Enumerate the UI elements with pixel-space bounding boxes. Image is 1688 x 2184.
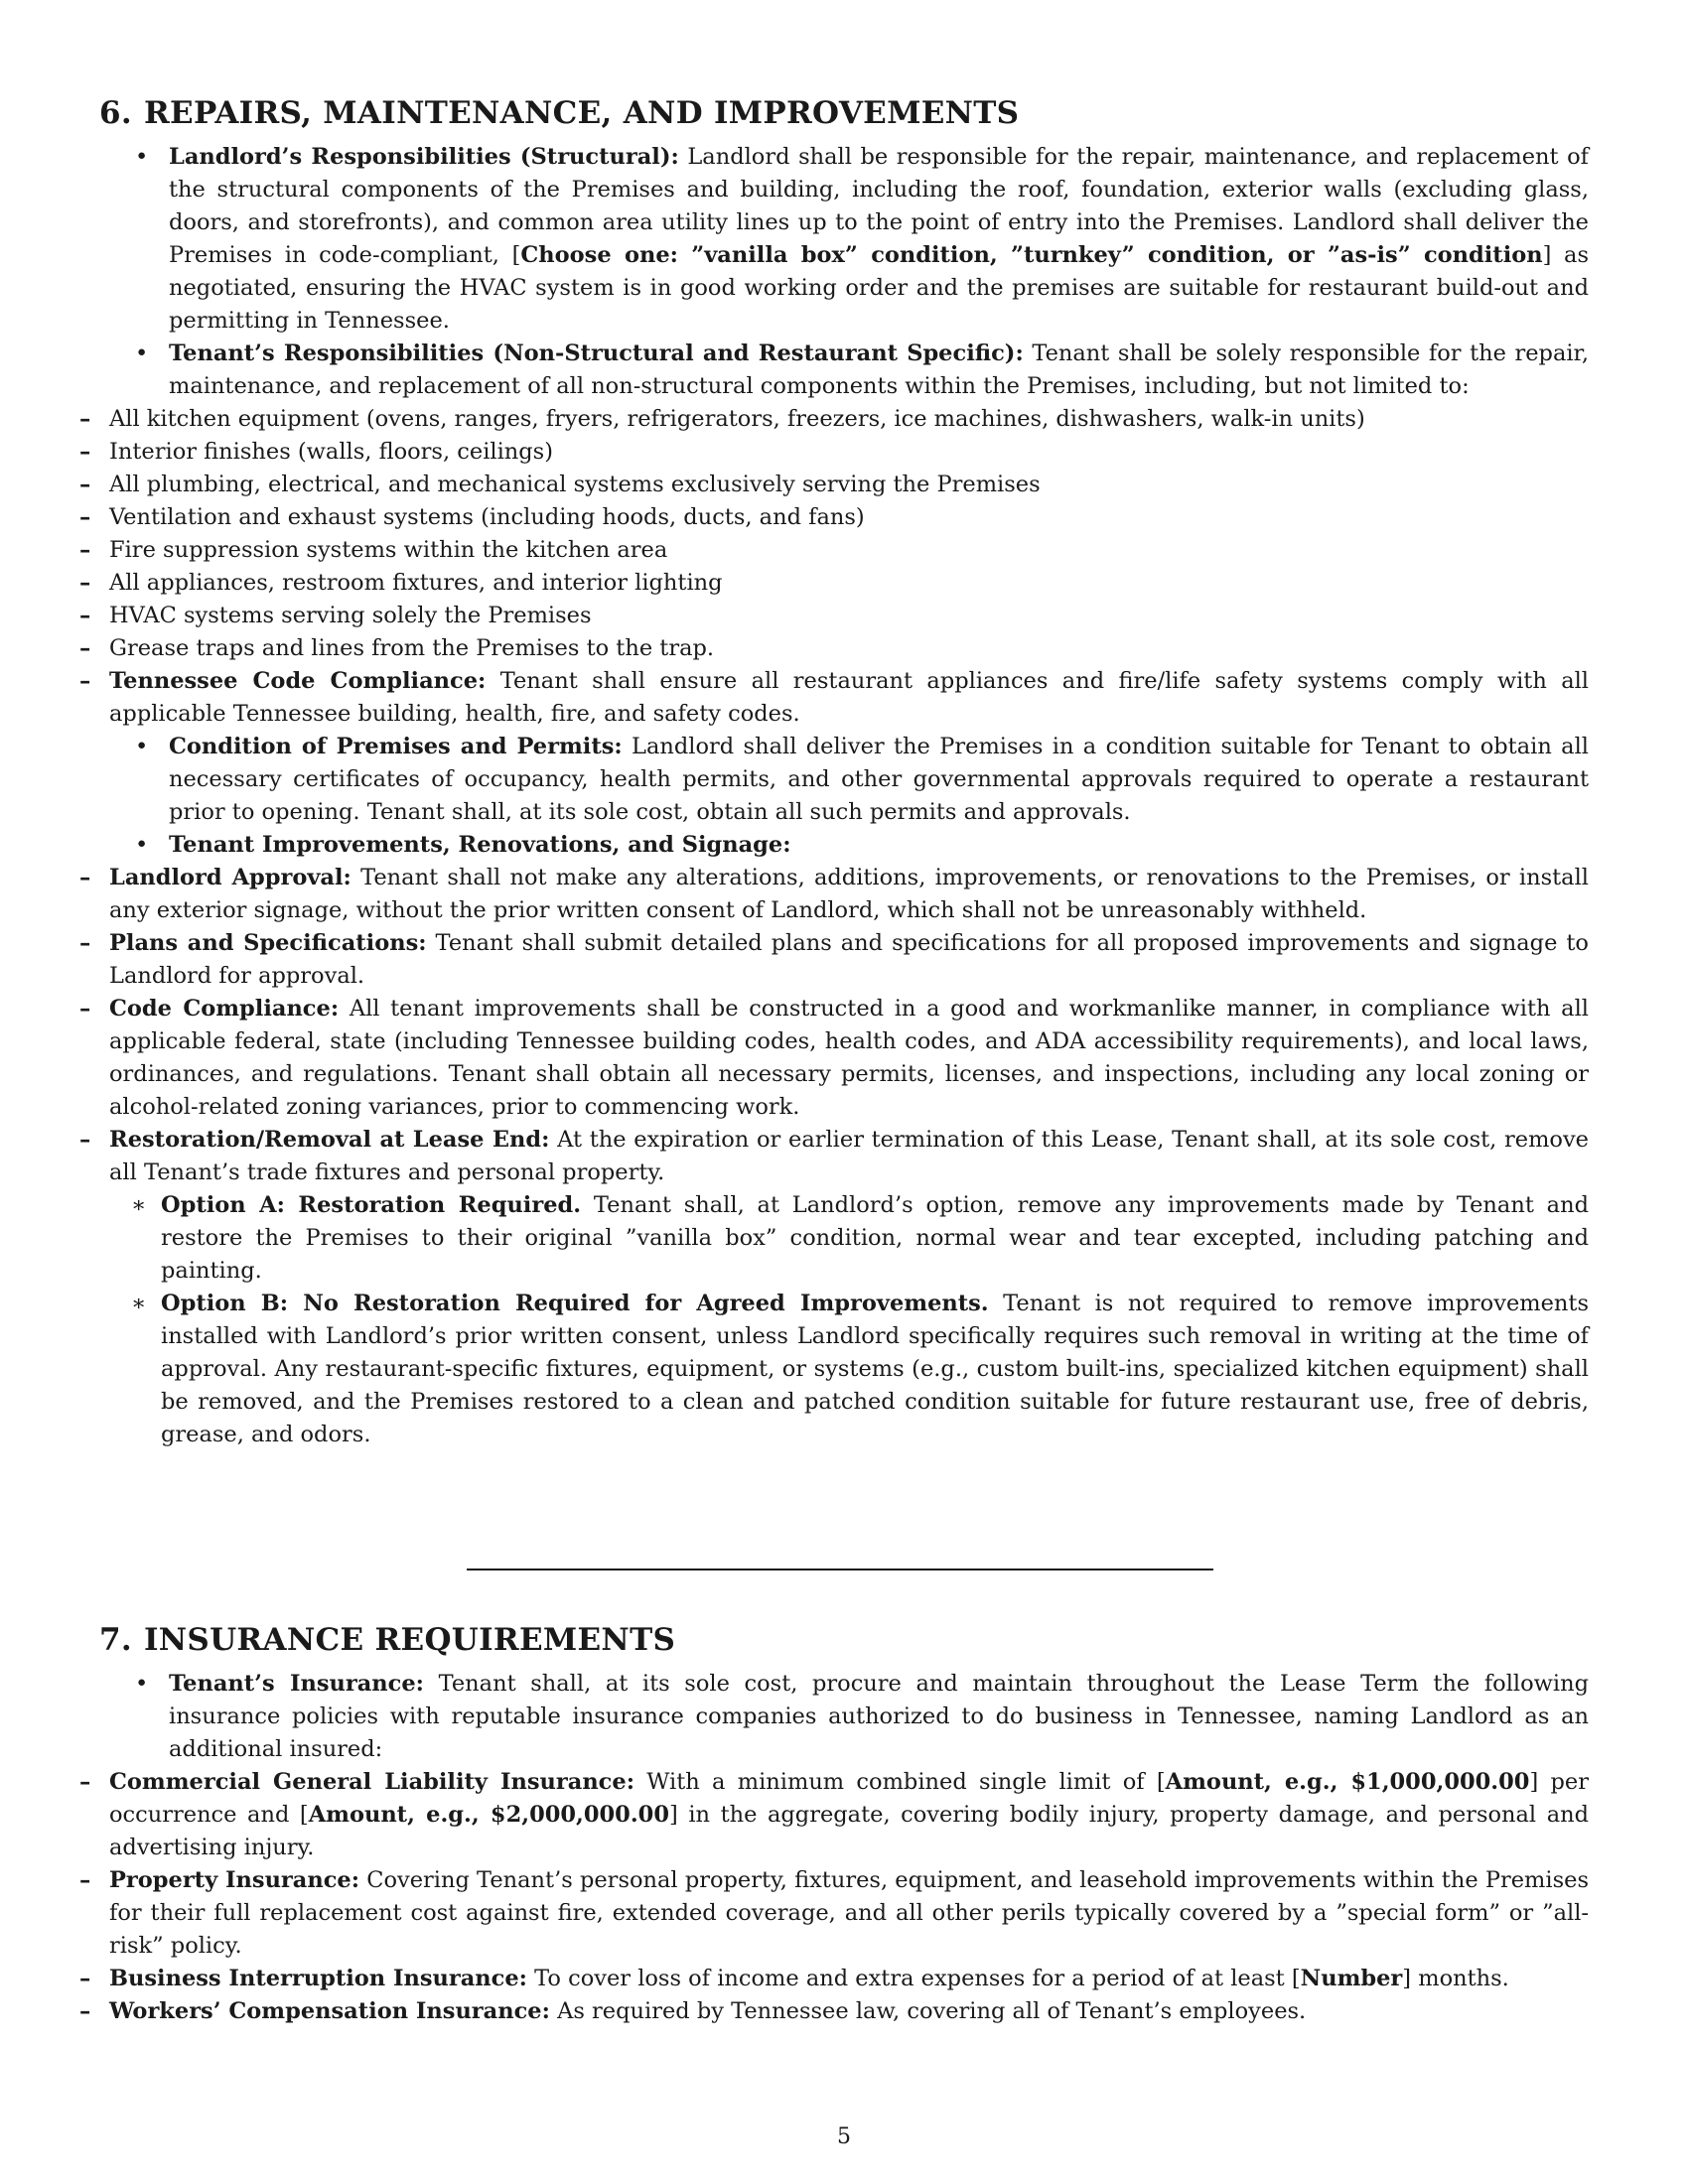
list-item: – HVAC systems serving solely the Premises: [109, 600, 1589, 632]
list-item-property-insurance: – Property Insurance: Covering Tenant’s personal property, fixtures, equipment, and leasehold improvements within the Premises for their full replacement cost against fire, extended coverage, and all other perils typically covered by a ”special form” or ”all-risk” policy.: [109, 1864, 1589, 1963]
list-item: – Fire suppression systems within the kitchen area: [109, 534, 1589, 567]
list-item-tennessee-code-compliance: – Tennessee Code Compliance: Tenant shall ensure all restaurant appliances and fire/life safety systems comply with all applicable Tennessee building, health, fire, and safety codes.: [109, 665, 1589, 731]
list-item: – All plumbing, electrical, and mechanical systems exclusively serving the Premises: [109, 469, 1589, 501]
list-item: – All appliances, restroom fixtures, and interior lighting: [109, 567, 1589, 600]
list-item-tenant-insurance: • Tenant’s Insurance: Tenant shall, at its sole cost, procure and maintain throughout the Lease Term the following insurance policies with reputable insurance companies authorized to do business in Tennessee, naming Landlord as an additional insured: – Commercial General Liability Insurance: With a minimum combined single limit of [Amount, e.g., $1,000,000.00] per occurrence and [Amount, e.g., $2,000,000.00] in the aggregate, covering bodily injury, property damage, and personal and advertising injury. – Property Insurance: Covering Tenant’s personal property, fixtures, equipment, and leasehold improvements within the Premises for their full replacement cost against fire, extended coverage, and all other perils typically covered by a ”special form” or ”all-risk” policy. – Business Interruption Insurance: To cover loss of income and extra expenses for a period of at least [Number] months. – Workers’ Compensation Insurance: As required by Tennessee law, covering all of Tenant’s employees.: [99, 1668, 1589, 2028]
page-number: 5: [837, 2124, 851, 2149]
section-divider: [467, 1569, 1213, 1570]
list-item-cgl-insurance: – Commercial General Liability Insurance: With a minimum combined single limit of [Amount, e.g., $1,000,000.00] per occurrence and [Amount, e.g., $2,000,000.00] in the aggregate, covering bodily injury, property damage, and personal and advertising injury.: [109, 1766, 1589, 1864]
list-item: – All kitchen equipment (ovens, ranges, fryers, refrigerators, freezers, ice machines, dishwashers, walk-in units): [109, 403, 1589, 436]
restoration-options-list: [109, 1189, 1589, 1451]
list-item-landlord-approval: – Landlord Approval: Tenant shall not make any alterations, additions, improvements, or renovations to the Premises, or install any exterior signage, without the prior written consent of Landlord, which shall not be unreasonably withheld.: [109, 862, 1589, 927]
list-item-option-b: ∗ Option B: No Restoration Required for Agreed Improvements. Tenant is not required to remove improvements installed with Landlord’s prior written consent, unless Landlord specifically requires such removal in writing at the time of approval. Any restaurant-specific fixtures, equipment, or systems (e.g., custom built-ins, specialized kitchen equipment) shall be removed, and the Premises restored to a clean and patched condition suitable for future restaurant use, free of debris, grease, and odors.: [161, 1288, 1589, 1451]
list-item-code-compliance: – Code Compliance: All tenant improvements shall be constructed in a good and workmanlike manner, in compliance with all applicable federal, state (including Tennessee building codes, health codes, and ADA accessibility requirements), and local laws, ordinances, and regulations. Tenant shall obtain all necessary permits, licenses, and inspections, including any local zoning or alcohol-related zoning variances, prior to commencing work.: [109, 993, 1589, 1124]
section-heading: 6. REPAIRS, MAINTENANCE, AND IMPROVEMENTS: [99, 95, 1020, 131]
section-heading: 7. INSURANCE REQUIREMENTS: [99, 1622, 676, 1658]
tenant-improvements-sublist: [109, 862, 1589, 1451]
list-item-restoration-removal: – Restoration/Removal at Lease End: At the expiration or earlier termination of this Lease, Tenant shall, at its sole cost, remove all Tenant’s trade fixtures and personal property. ∗ Option A: Restoration Required. Tenant shall, at Landlord’s option, remove any improvements made by Tenant and restore the Premises to their original ”vanilla box” condition, normal wear and tear excepted, including patching and painting. ∗ Option B: No Restoration Required for Agreed Improvements. Tenant is not required to remove improvements installed with Landlord’s prior written consent, unless Landlord specifically requires such removal in writing at the time of approval. Any restaurant-specific fixtures, equipment, or systems (e.g., custom built-ins, specialized kitchen equipment) shall be removed, and the Premises restored to a clean and patched condition suitable for future restaurant use, free of debris, grease, and odors.: [109, 1124, 1589, 1451]
list-item-plans-specifications: – Plans and Specifications: Tenant shall submit detailed plans and specifications for all proposed improvements and signage to Landlord for approval.: [109, 927, 1589, 993]
section-6-list: [99, 141, 1589, 1451]
list-item-option-a: ∗ Option A: Restoration Required. Tenant shall, at Landlord’s option, remove any improvements made by Tenant and restore the Premises to their original ”vanilla box” condition, normal wear and tear excepted, including patching and painting.: [161, 1189, 1589, 1288]
section-7: [99, 1618, 1589, 2028]
section-6: [99, 91, 1589, 1451]
list-item-business-interruption: – Business Interruption Insurance: To cover loss of income and extra expenses for a period of at least [Number] months.: [109, 1963, 1589, 1995]
list-item-tenant-responsibilities: • Tenant’s Responsibilities (Non-Structural and Restaurant Specific): Tenant shall be solely responsible for the repair, maintenance, and replacement of all non-structural components within the Premises, including, but not limited to: – All kitchen equipment (ovens, ranges, fryers, refrigerators, freezers, ice machines, dishwashers, walk-in units) – Interior finishes (walls, floors, ceilings) – All plumbing, electrical, and mechanical systems exclusively serving the Premises – Ventilation and exhaust systems (including hoods, ducts, and fans) – Fire suppression systems within the kitchen area – All appliances, restroom fixtures, and interior lighting – HVAC systems serving solely the Premises – Grease traps and lines from the Premises to the trap. – Tennessee Code Compliance: Tenant shall ensure all restaurant appliances and fire/life safety systems comply with all applicable Tennessee building, health, fire, and safety codes.: [99, 338, 1589, 731]
list-item-landlord-responsibilities: • Landlord’s Responsibilities (Structural): Landlord shall be responsible for the repair, maintenance, and replacement of the structural components of the Premises and building, including the roof, foundation, exterior walls (excluding glass, doors, and storefronts), and common area utility lines up to the point of entry into the Premises. Landlord shall deliver the Premises in code-compliant, [Choose one: ”vanilla box” condition, ”turnkey” condition, or ”as-is” condition] as negotiated, ensuring the HVAC system is in good working order and the premises are suitable for restaurant build-out and permitting in Tennessee.: [99, 141, 1589, 338]
list-item-condition-of-premises: • Condition of Premises and Permits: Landlord shall deliver the Premises in a condition suitable for Tenant to obtain all necessary certificates of occupancy, health permits, and other governmental approvals required to operate a restaurant prior to opening. Tenant shall, at its sole cost, obtain all such permits and approvals.: [99, 731, 1589, 829]
list-item-tenant-improvements: • Tenant Improvements, Renovations, and Signage: – Landlord Approval: Tenant shall not make any alterations, additions, improvements, or renovations to the Premises, or install any exterior signage, without the prior written consent of Landlord, which shall not be unreasonably withheld. – Plans and Specifications: Tenant shall submit detailed plans and specifications for all proposed improvements and signage to Landlord for approval. – Code Compliance: All tenant improvements shall be constructed in a good and workmanlike manner, in compliance with all applicable federal, state (including Tennessee building codes, health codes, and ADA accessibility requirements), and local laws, ordinances, and regulations. Tenant shall obtain all necessary permits, licenses, and inspections, including any local zoning or alcohol-related zoning variances, prior to commencing work. – Restoration/Removal at Lease End: At the expiration or earlier termination of this Lease, Tenant shall, at its sole cost, remove all Tenant’s trade fixtures and personal property. ∗ Option A: Restoration Required. Tenant shall, at Landlord’s option, remove any improvements made by Tenant and restore the Premises to their original ”vanilla box” condition, normal wear and tear excepted, including patching and painting. ∗ Option B: No Restoration Required for Agreed Improvements. Tenant is not required to remove improvements installed with Landlord’s prior written consent, unless Landlord specifically requires such removal in writing at the time of approval. Any restaurant-specific fixtures, equipment, or systems (e.g., custom built-ins, specialized kitchen equipment) shall be removed, and the Premises restored to a clean and patched condition suitable for future restaurant use, free of debris, grease, and odors.: [99, 829, 1589, 1451]
list-item: – Ventilation and exhaust systems (including hoods, ducts, and fans): [109, 501, 1589, 534]
list-item: – Grease traps and lines from the Premises to the trap.: [109, 632, 1589, 665]
tenant-responsibilities-sublist: [109, 403, 1589, 731]
list-item-workers-compensation: – Workers’ Compensation Insurance: As required by Tennessee law, covering all of Tenant’s employees.: [109, 1995, 1589, 2028]
insurance-sublist: [109, 1766, 1589, 2028]
section-7-list: [99, 1668, 1589, 2028]
list-item: – Interior finishes (walls, floors, ceilings): [109, 436, 1589, 469]
